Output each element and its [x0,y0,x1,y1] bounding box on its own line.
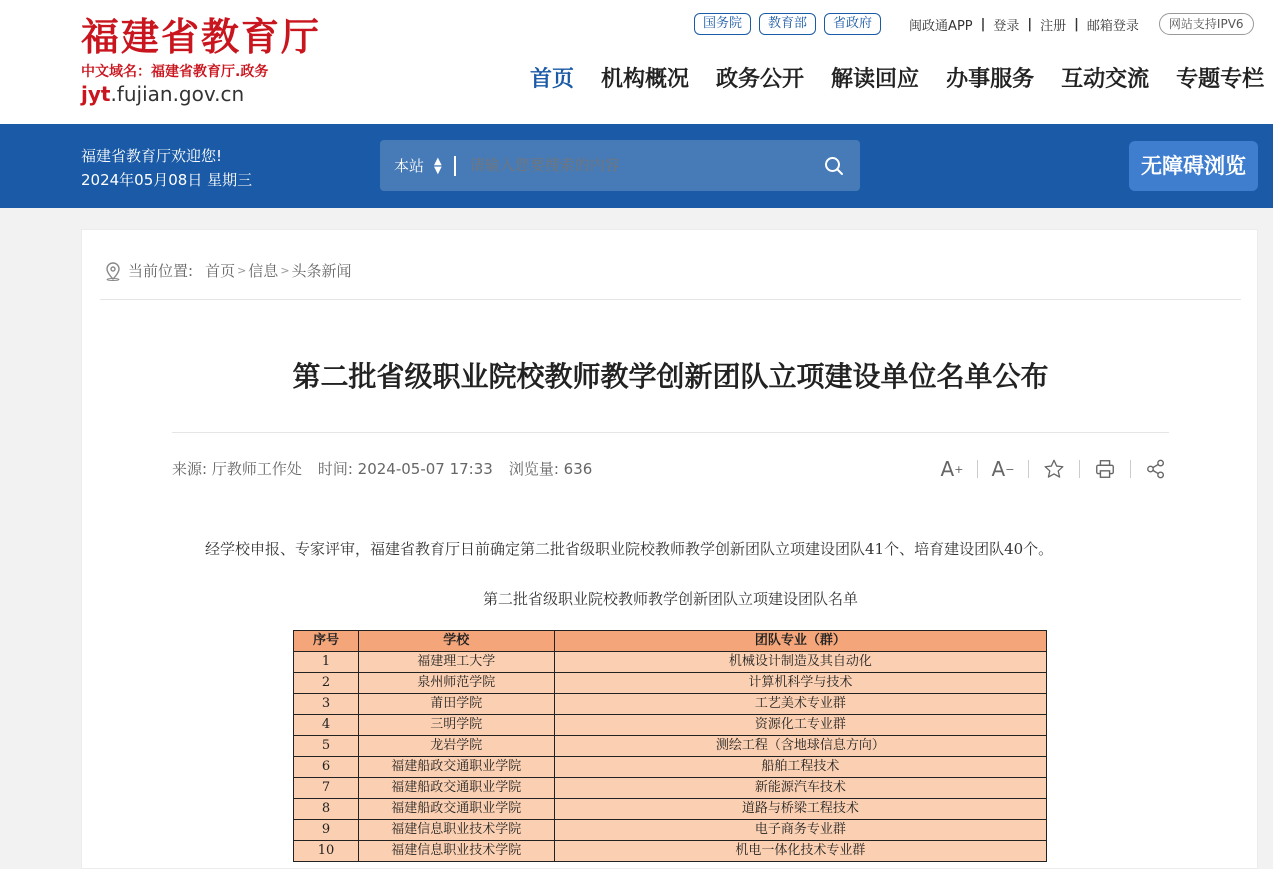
welcome-block [81,144,252,192]
table-cell: 福建信息职业技术学院 [358,841,554,862]
article-title: 第二批省级职业院校教师教学创新团队立项建设单位名单公布 [292,360,1049,393]
current-date: 2024年05月08日 星期三 [81,171,253,189]
nav-topics[interactable]: 专题专栏 [1176,67,1265,92]
table-cell: 三明学院 [358,715,554,736]
top-links [694,12,1254,36]
divider [1079,460,1080,478]
table-cell: 1 [294,652,359,673]
table-cell: 10 [294,841,359,862]
table-cell: 机械设计制造及其自动化 [554,652,1046,673]
table-cell: 测绘工程（含地球信息方向） [554,736,1046,757]
table-cell: 机电一体化技术专业群 [554,841,1046,862]
table-row [294,799,1047,820]
link-guowuyuan[interactable]: 国务院 [694,13,751,35]
table-cell: 福建船政交通职业学院 [358,757,554,778]
logo-domain: jyt.fujian.gov.cn [81,82,245,106]
table-cell: 资源化工专业群 [554,715,1046,736]
divider [100,299,1241,300]
article-source: 来源: 厅教师工作处 [172,460,302,478]
table-row [294,673,1047,694]
table-cell: 9 [294,820,359,841]
breadcrumb-info[interactable]: 信息 [248,262,279,280]
link-app[interactable]: 闽政通APP [909,18,973,34]
search-scope-select[interactable]: 本站 ▲ ▼ [394,155,442,176]
divider [172,432,1169,433]
article-card [81,229,1258,869]
table-cell: 3 [294,694,359,715]
nav-gov-affairs[interactable]: 政务公开 [716,67,805,92]
table-row [294,757,1047,778]
article-time: 时间: 2024-05-07 17:33 [317,460,493,478]
breadcrumb-label: 当前位置: [128,262,194,280]
welcome-text: 福建省教育厅欢迎您! [81,147,223,165]
register-link[interactable]: 注册 [1040,18,1067,34]
table-cell: 福建船政交通职业学院 [358,799,554,820]
site-header [0,0,1273,124]
table-row [294,778,1047,799]
table-cell: 新能源汽车技术 [554,778,1046,799]
article-intro: 经学校申报、专家评审，福建省教育厅日前确定第二批省级职业院校教师教学创新团队立项建设团队41个、培育建设团队40个。 [205,540,1054,558]
logo-name: 福建省教育厅 [81,14,322,59]
breadcrumb-headline[interactable]: 头条新闻 [291,262,352,280]
divider [1130,460,1131,478]
share-icon[interactable] [1144,457,1168,481]
mail-login-link[interactable]: 邮箱登录 [1086,18,1139,34]
table-cell: 福建理工大学 [358,652,554,673]
nav-home[interactable]: 首页 [530,67,575,92]
table-cell: 7 [294,778,359,799]
chevron-right-icon: > [237,264,247,277]
column-header: 序号 [294,631,359,652]
table-cell: 4 [294,715,359,736]
table-row [294,694,1047,715]
divider: | [1074,16,1079,32]
ipv6-badge: 网站支持IPV6 [1159,13,1254,35]
site-logo[interactable] [81,14,321,106]
column-header: 学校 [358,631,554,652]
updown-arrow-icon: ▲ ▼ [434,155,442,176]
breadcrumb-home[interactable]: 首页 [205,262,236,280]
nav-organization[interactable]: 机构概况 [601,67,690,92]
table-header-row [294,631,1047,652]
table-cell: 电子商务专业群 [554,820,1046,841]
barrier-free-button[interactable]: 无障碍浏览 [1129,141,1258,191]
search-icon [824,156,844,176]
font-decrease-icon[interactable]: A − [991,457,1015,481]
print-icon[interactable] [1093,457,1117,481]
table-cell: 莆田学院 [358,694,554,715]
divider: | [1027,16,1033,32]
nav-interpretation[interactable]: 解读回应 [831,67,920,92]
logo-cn-domain: 中文域名：福建省教育厅.政务 [81,64,269,80]
article-tools [940,456,1168,482]
divider: | [980,16,986,32]
breadcrumb [104,260,352,281]
chevron-right-icon: > [280,264,290,277]
link-shengzhengfu[interactable]: 省政府 [824,13,881,35]
team-list-table [293,630,1047,862]
search-box [380,140,860,191]
article-meta [172,458,608,479]
table-cell: 泉州师范学院 [358,673,554,694]
table-caption: 第二批省级职业院校教师教学创新团队立项建设团队名单 [482,590,858,608]
table-row [294,652,1047,673]
table-cell: 8 [294,799,359,820]
table-row [294,736,1047,757]
table-cell: 2 [294,673,359,694]
table-cell: 龙岩学院 [358,736,554,757]
table-cell: 工艺美术专业群 [554,694,1046,715]
login-link[interactable]: 登录 [993,18,1020,34]
search-button[interactable] [808,140,860,191]
favorite-star-icon[interactable] [1042,457,1066,481]
table-row [294,715,1047,736]
link-jiaoyubu[interactable]: 教育部 [759,13,816,35]
divider [1028,460,1029,478]
article-views: 浏览量: 636 [508,460,593,478]
table-cell: 福建船政交通职业学院 [358,778,554,799]
main-nav [530,60,1264,100]
divider [977,460,978,478]
table-cell: 船舶工程技术 [554,757,1046,778]
font-increase-icon[interactable]: A + [940,457,964,481]
table-row [294,820,1047,841]
nav-services[interactable]: 办事服务 [946,67,1035,92]
table-cell: 计算机科学与技术 [554,673,1046,694]
search-band [0,124,1273,208]
table-cell: 6 [294,757,359,778]
search-input[interactable] [470,157,808,174]
divider [454,156,456,176]
table-cell: 道路与桥梁工程技术 [554,799,1046,820]
column-header: 团队专业（群） [554,631,1046,652]
table-cell: 5 [294,736,359,757]
location-pin-icon [104,261,122,281]
table-cell: 福建信息职业技术学院 [358,820,554,841]
nav-interaction[interactable]: 互动交流 [1061,67,1150,92]
table-row [294,841,1047,862]
